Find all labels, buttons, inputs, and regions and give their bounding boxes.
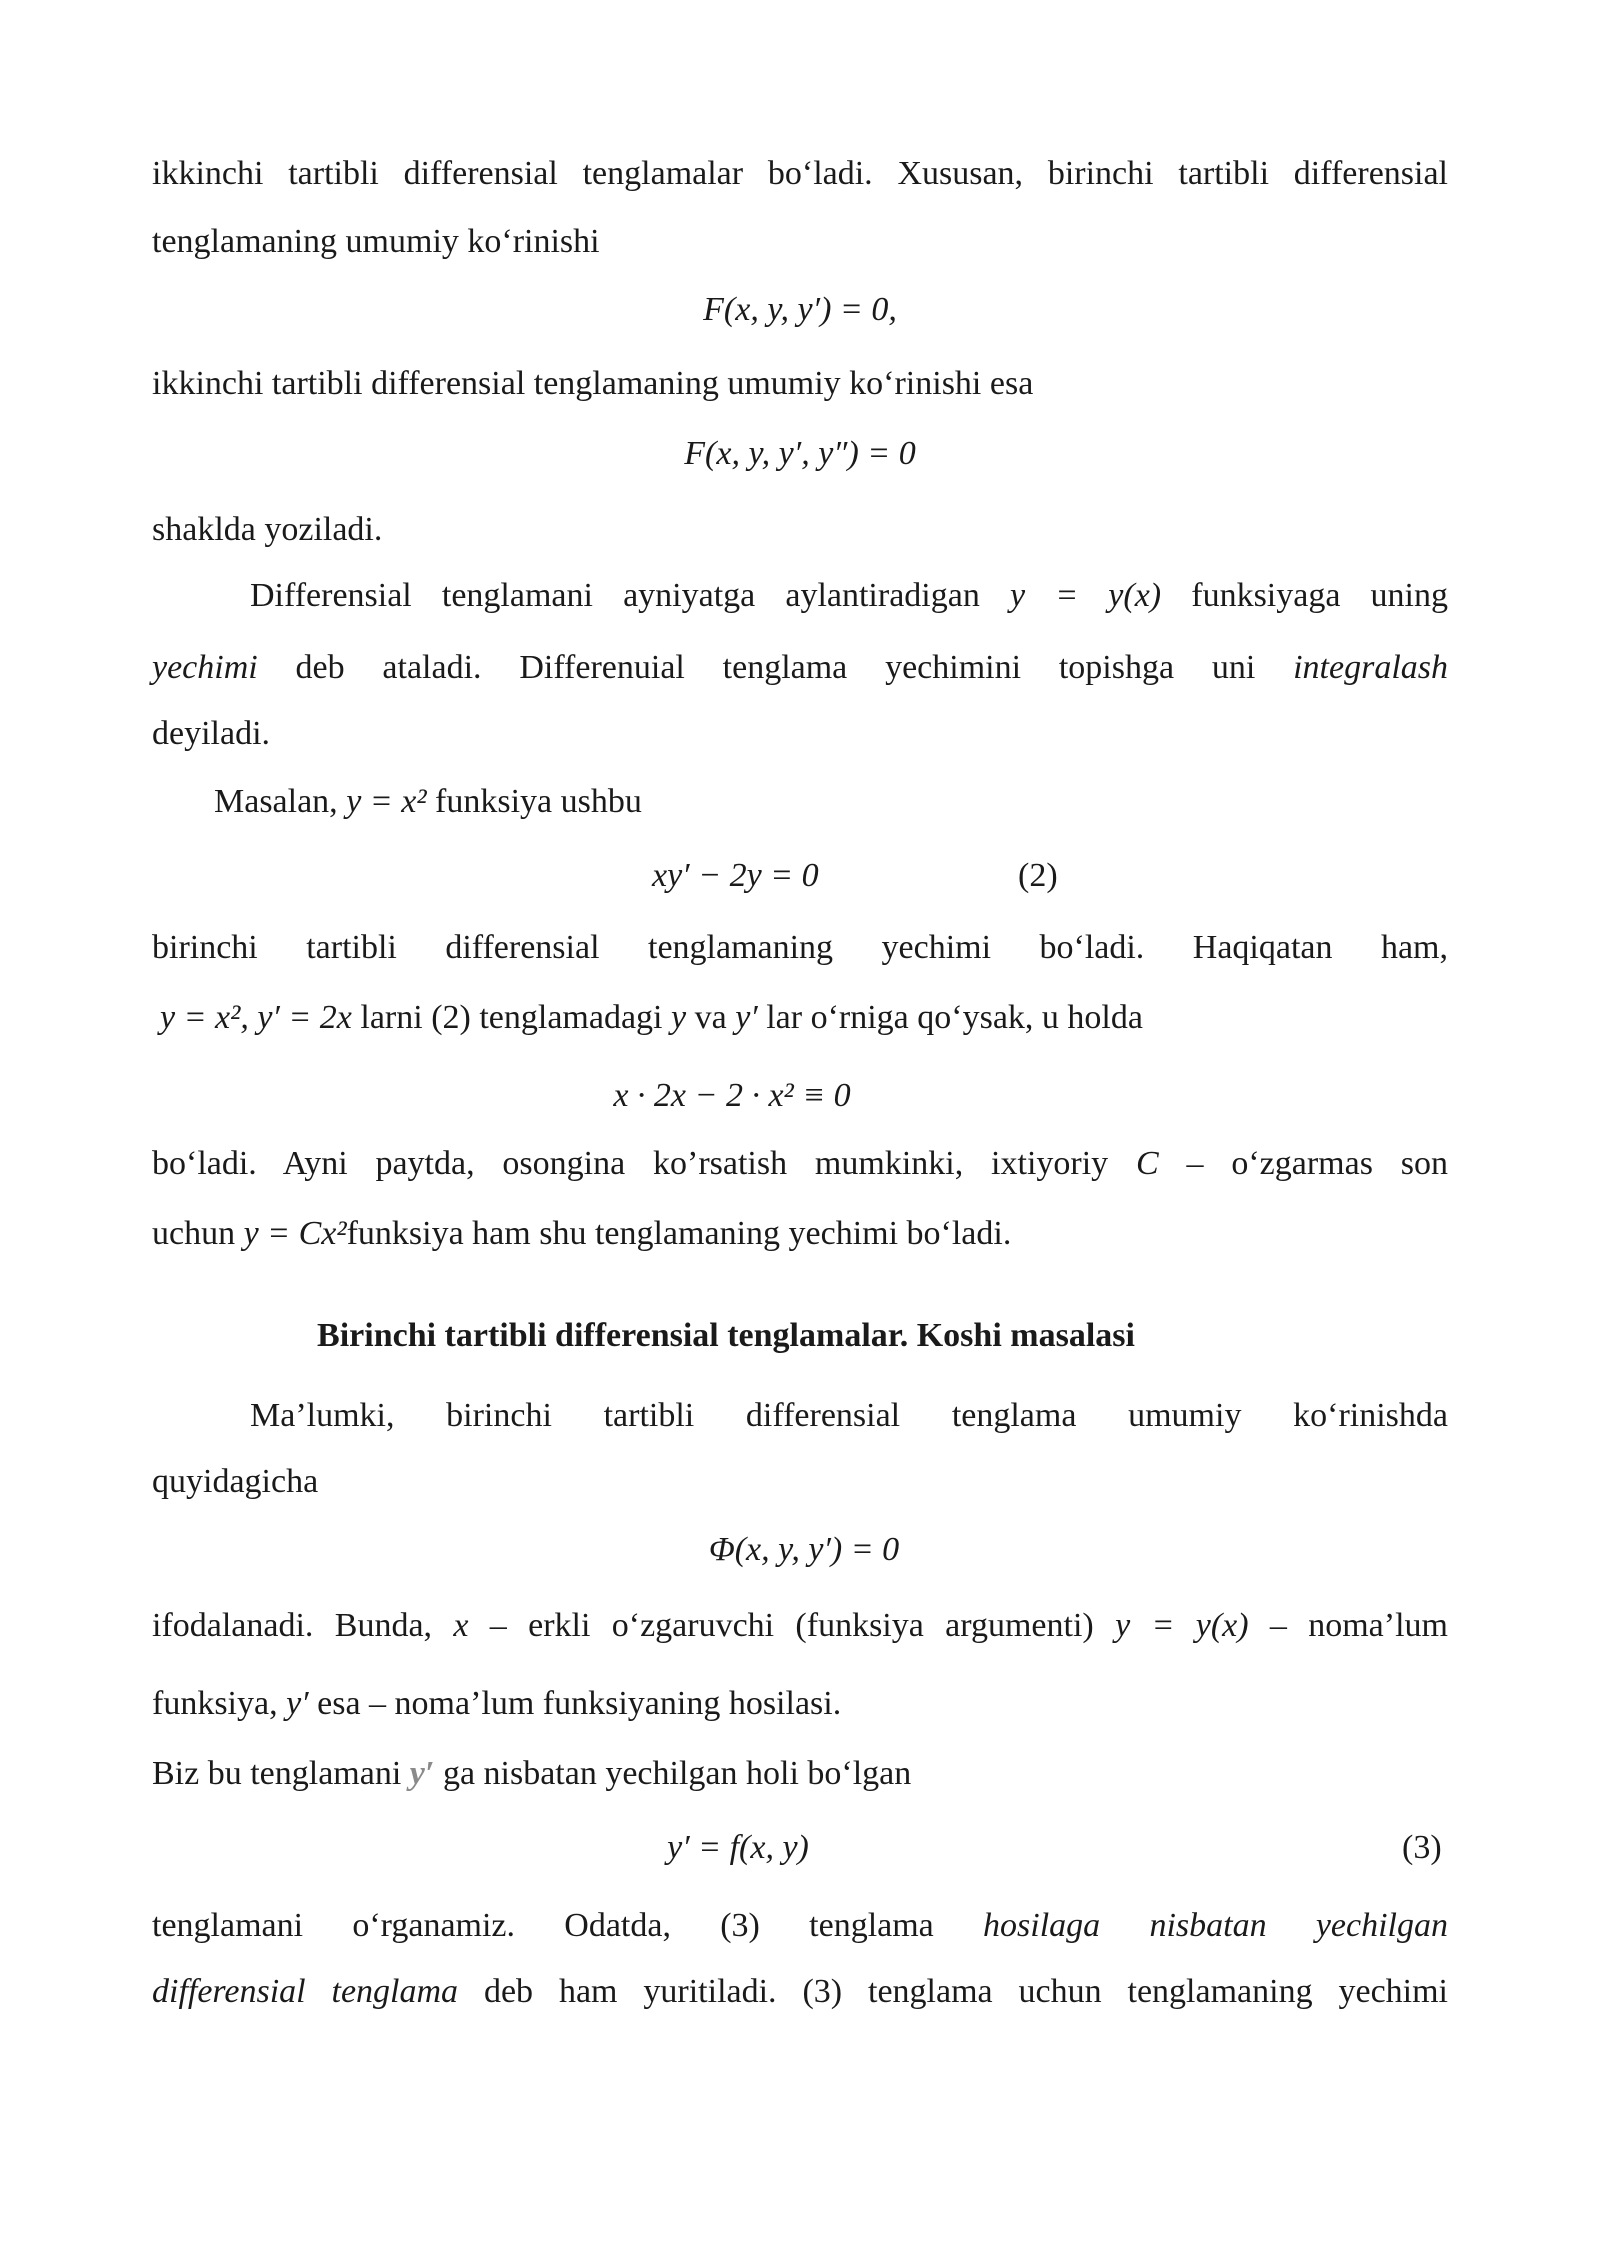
inline-formula: y = x²	[346, 783, 427, 820]
inline-formula: y = y(x)	[1009, 577, 1162, 614]
formula-phi	[4, 1528, 1600, 1572]
paragraph-text: ikkinchi tartibli differensial tenglamaning umumiy ko‘rinishi esa	[152, 365, 1034, 402]
text-line	[152, 1970, 1448, 2014]
paragraph-text: larni (2) tenglamadagi	[360, 999, 663, 1036]
text-line	[250, 574, 1448, 618]
paragraph-text: deb ataladi. Differenuial tenglama yechimini topishga uni	[295, 649, 1256, 686]
formula-text: F(x, y, y′, y″) = 0	[684, 435, 916, 472]
inline-formula: y = Cx²	[243, 1215, 347, 1252]
paragraph-text: – noma’lum	[1269, 1607, 1448, 1644]
inline-formula: y′ = 2x	[257, 999, 352, 1036]
text-line	[152, 1604, 1448, 1648]
inline-formula: y = x²,	[160, 999, 249, 1036]
paragraph-text: tenglamani o‘rganamiz. Odatda, (3) tenglama	[152, 1907, 934, 1944]
formula-text: xy′ − 2y = 0	[652, 857, 819, 894]
text-line	[152, 646, 1448, 690]
text-line	[160, 996, 1456, 1040]
paragraph-text: Differensial tenglamani ayniyatga aylantiradigan	[250, 577, 980, 614]
text-line	[152, 362, 1448, 406]
text-line	[152, 152, 1448, 196]
text-line	[214, 780, 1510, 824]
inline-formula: y = y(x)	[1115, 1607, 1249, 1644]
text-line	[152, 508, 1448, 552]
formula-text: x · 2x − 2 · x² ≡ 0	[613, 1077, 851, 1114]
formula-second-order	[0, 432, 1600, 476]
formula-eq2	[652, 854, 1052, 898]
italic-term: integralash	[1293, 649, 1449, 686]
paragraph-text: bo‘ladi. Ayni paytda, osongina ko’rsatish mumkinki, ixtiyoriy	[152, 1145, 1109, 1182]
paragraph-text: funksiyaga uning	[1191, 577, 1449, 614]
paragraph-text: tenglamaning umumiy ko‘rinishi	[152, 223, 600, 260]
formula-text: y′ = f(x, y)	[667, 1829, 809, 1866]
paragraph-text: shaklda yoziladi.	[152, 511, 383, 548]
inline-formula: y′	[735, 999, 758, 1036]
text-line	[152, 712, 1448, 756]
paragraph-text: – o‘zgarmas son	[1186, 1145, 1448, 1182]
inline-formula: y′	[286, 1685, 309, 1722]
paragraph-text: va	[694, 999, 727, 1036]
text-line	[152, 1752, 1448, 1796]
text-line	[152, 926, 1448, 970]
paragraph-text: quyidagicha	[152, 1463, 319, 1500]
paragraph-text: ga nisbatan yechilgan holi bo‘lgan	[442, 1755, 912, 1792]
paragraph-text: ikkinchi tartibli differensial tenglamalar bo‘ladi. Xususan, birinchi tartibli differensial	[152, 155, 1448, 192]
paragraph-text: Ma’lumki, birinchi tartibli differensial tenglama umumiy ko‘rinishda	[250, 1397, 1448, 1434]
paragraph-text: uchun	[152, 1215, 236, 1252]
formula-first-order	[0, 288, 1600, 332]
equation-number-text: (2)	[1018, 857, 1058, 894]
equation-number	[1402, 1826, 1442, 1870]
paragraph-text: – erkli o‘zgaruvchi (funksiya argumenti)	[489, 1607, 1094, 1644]
italic-term: hosilaga nisbatan yechilgan	[983, 1907, 1448, 1944]
italic-term: yechimi	[152, 649, 258, 686]
paragraph-text: funksiya ushbu	[435, 783, 642, 820]
inline-formula: y	[671, 999, 687, 1036]
paragraph-text: esa – noma’lum funksiyaning hosilasi.	[317, 1685, 842, 1722]
text-line	[152, 1460, 1448, 1504]
equation-number-text: (3)	[1402, 1829, 1442, 1866]
text-line	[152, 220, 1448, 264]
paragraph-text: ifodalanadi. Bunda,	[152, 1607, 433, 1644]
inline-formula: x	[453, 1607, 469, 1644]
inline-formula: C	[1136, 1145, 1159, 1182]
paragraph-text: deyiladi.	[152, 715, 271, 752]
italic-term: differensial tenglama	[152, 1973, 459, 2010]
inline-formula-image: y′	[409, 1755, 435, 1792]
formula-identity	[0, 1074, 1532, 1118]
text-line	[152, 1212, 1448, 1256]
section-heading	[0, 1314, 1526, 1358]
paragraph-text: birinchi tartibli differensial tenglamaning yechimi bo‘ladi. Haqiqatan ham,	[152, 929, 1448, 966]
paragraph-text: funksiya ham shu tenglamaning yechimi bo‘ladi.	[346, 1215, 1012, 1252]
text-line	[250, 1394, 1448, 1438]
paragraph-text: Masalan,	[214, 783, 338, 820]
paragraph-text: deb ham yuritiladi. (3) tenglama uchun tenglamaning yechimi	[483, 1973, 1448, 2010]
paragraph-text: lar o‘rniga qo‘ysak, u holda	[766, 999, 1143, 1036]
paragraph-text: funksiya,	[152, 1685, 278, 1722]
formula-text: Φ(x, y, y′) = 0	[708, 1531, 900, 1568]
text-line	[152, 1904, 1448, 1948]
text-line	[152, 1142, 1448, 1186]
formula-text: F(x, y, y′) = 0,	[703, 291, 897, 328]
formula-eq3	[0, 1826, 1538, 1870]
paragraph-text: Biz bu tenglamani	[152, 1755, 402, 1792]
section-heading-text: Birinchi tartibli differensial tenglamalar. Koshi masalasi	[317, 1317, 1135, 1354]
equation-number	[1018, 854, 1058, 898]
text-line	[152, 1682, 1448, 1726]
